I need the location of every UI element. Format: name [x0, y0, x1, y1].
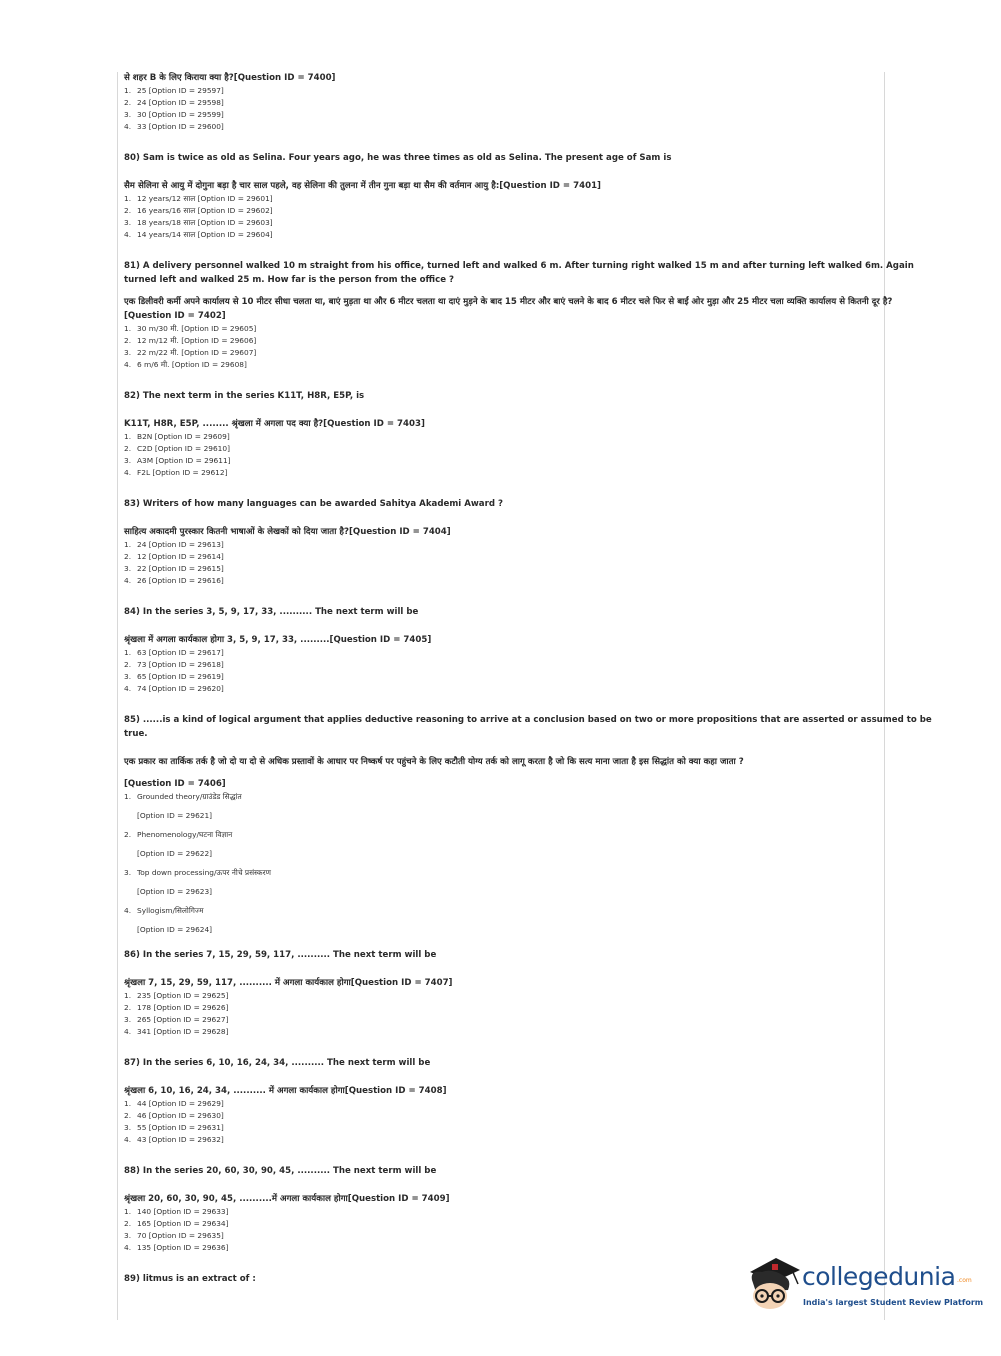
- option: 4. 33 [Option ID = 29600]: [124, 122, 224, 131]
- question-89-english: 89) litmus is an extract of :: [124, 1274, 256, 1284]
- option: 1. 140 [Option ID = 29633]: [124, 1207, 229, 1216]
- collegedunia-logo-dotcom: .com: [957, 1277, 972, 1284]
- option: 3. 265 [Option ID = 29627]: [124, 1015, 229, 1024]
- option: 4. 74 [Option ID = 29620]: [124, 684, 224, 693]
- question-84-hindi: श्रृंखला में अगला कार्यकाल होगा 3, 5, 9, 17, 33, .........[Question ID = 7405]: [124, 635, 432, 645]
- left-margin-rule: [117, 72, 118, 1320]
- option: 3. 18 years/18 साल [Option ID = 29603]: [124, 218, 273, 227]
- option: 1. 24 [Option ID = 29613]: [124, 540, 224, 549]
- option: 2. Phenomenology/घटना विज्ञान [Option ID = 29622]: [124, 830, 233, 858]
- option: 2. 24 [Option ID = 29598]: [124, 98, 224, 107]
- option: 4. 6 m/6 मी. [Option ID = 29608]: [124, 360, 247, 369]
- question-81-english: 81) A delivery personnel walked 10 m straight from his office, turned left and walked 6 m. After turning right walked 15 m and after turning left walked 6m. Again turned left and walked 25 m. How far is the person from the office ?: [124, 261, 914, 285]
- question-79-hindi: से शहर B के लिए किराया क्या है?[Question ID = 7400]: [124, 73, 336, 83]
- option: 4. 26 [Option ID = 29616]: [124, 576, 224, 585]
- question-85-id: [Question ID = 7406]: [124, 779, 226, 789]
- question-88-hindi: श्रृंखला 20, 60, 30, 90, 45, ..........में अगला कार्यकाल होगा[Question ID = 7409]: [124, 1194, 450, 1204]
- question-88-options: [124, 1206, 934, 1254]
- question-86-english: 86) In the series 7, 15, 29, 59, 117, .......... The next term will be: [124, 950, 437, 960]
- question-86-options: [124, 990, 934, 1038]
- question-85: [124, 713, 934, 936]
- question-80-hindi: सैम सेलिना से आयु में दोगुना बड़ा है चार साल पहले, वह सेलिना की तुलना में तीन गुना बड़ा था सैम की वर्तमान आयु है:[Question ID = 7401]: [124, 181, 601, 191]
- option: 4. 135 [Option ID = 29636]: [124, 1243, 229, 1252]
- question-82-hindi: K11T, H8R, E5P, ........ श्रृंखला में अगला पद क्या है?[Question ID = 7403]: [124, 419, 425, 429]
- question-80: [124, 151, 934, 241]
- question-80-english: 80) Sam is twice as old as Selina. Four years ago, he was three times as old as Selina. The present age of Sam is: [124, 153, 672, 163]
- option: 3. 55 [Option ID = 29631]: [124, 1123, 224, 1132]
- option: 4. 341 [Option ID = 29628]: [124, 1027, 229, 1036]
- option: 4. 43 [Option ID = 29632]: [124, 1135, 224, 1144]
- question-87: [124, 1056, 934, 1146]
- question-81-options: [124, 323, 934, 371]
- question-85-hindi: एक प्रकार का तार्किक तर्क है जो दो या दो से अधिक प्रस्तावों के आधार पर निष्कर्ष पर पहुंचने के लिए कटौती योग्य तर्क को लागू करता है जो कि सत्य माना जाता है इस सिद्धांत को क्या कहा जाता ?: [124, 757, 744, 767]
- option: 2. C2D [Option ID = 29610]: [124, 444, 230, 453]
- option: 1. 12 years/12 साल [Option ID = 29601]: [124, 194, 273, 203]
- question-85-english: 85) ......is a kind of logical argument that applies deductive reasoning to arrive at a conclusion based on two or more propositions that are asserted or assumed to be true.: [124, 715, 932, 739]
- option: 3. Top down processing/ऊपर नीचे प्रसंस्करण [Option ID = 29623]: [124, 868, 271, 896]
- option: 2. 12 m/12 मी. [Option ID = 29606]: [124, 336, 257, 345]
- option: 1. Grounded theory/ग्राउंडेड सिद्धांत [Option ID = 29621]: [124, 792, 242, 820]
- question-82: [124, 389, 934, 479]
- question-88-english: 88) In the series 20, 60, 30, 90, 45, .......... The next term will be: [124, 1166, 437, 1176]
- option: 2. 73 [Option ID = 29618]: [124, 660, 224, 669]
- option: 1. 44 [Option ID = 29629]: [124, 1099, 224, 1108]
- question-83-hindi: साहित्य अकादमी पुरस्कार कितनी भाषाओं के लेखकों को दिया जाता है?[Question ID = 7404]: [124, 527, 451, 537]
- collegedunia-tagline: India's largest Student Review Platform: [803, 1298, 984, 1307]
- option: 3. 22 m/22 मी. [Option ID = 29607]: [124, 348, 257, 357]
- option: 3. 65 [Option ID = 29619]: [124, 672, 224, 681]
- question-88: [124, 1164, 934, 1254]
- question-81: [124, 259, 934, 371]
- option: 2. 16 years/16 साल [Option ID = 29602]: [124, 206, 273, 215]
- collegedunia-logo-text: collegedunia: [802, 1262, 956, 1291]
- question-82-options: [124, 431, 934, 479]
- question-80-options: [124, 193, 934, 241]
- question-85-options: [124, 791, 934, 936]
- question-81-hindi: एक डिलीवरी कर्मी अपने कार्यालय से 10 मीटर सीधा चलता था, बाएं मुड़ता था और 6 मीटर चलता था दाएं मुड़ने के बाद 15 मीटर और बाएं चलने के बाद 6 मीटर चले फिर से बाईं ओर मुड़ा और 25 मीटर चला व्यक्ति कार्यालय से कितनी दूर है?[Question ID = 7402]: [124, 297, 893, 321]
- question-87-options: [124, 1098, 934, 1146]
- option: 1. 30 m/30 मी. [Option ID = 29605]: [124, 324, 257, 333]
- question-86: [124, 948, 934, 1038]
- question-79-options: [124, 85, 934, 133]
- question-84-english: 84) In the series 3, 5, 9, 17, 33, .......... The next term will be: [124, 607, 419, 617]
- option: 3. 70 [Option ID = 29635]: [124, 1231, 224, 1240]
- question-paper-content: [124, 71, 934, 1286]
- option: 2. 165 [Option ID = 29634]: [124, 1219, 229, 1228]
- option: 4. F2L [Option ID = 29612]: [124, 468, 228, 477]
- question-79: [124, 71, 934, 133]
- option: 3. A3M [Option ID = 29611]: [124, 456, 231, 465]
- option: 1. B2N [Option ID = 29609]: [124, 432, 230, 441]
- option: 4. Syllogism/सिलोगिज्म [Option ID = 29624]: [124, 906, 213, 934]
- question-87-english: 87) In the series 6, 10, 16, 24, 34, .......... The next term will be: [124, 1058, 431, 1068]
- question-83-options: [124, 539, 934, 587]
- option: 2. 12 [Option ID = 29614]: [124, 552, 224, 561]
- question-87-hindi: श्रृंखला 6, 10, 16, 24, 34, .......... में अगला कार्यकाल होगा[Question ID = 7408]: [124, 1086, 447, 1096]
- option: 1. 63 [Option ID = 29617]: [124, 648, 224, 657]
- question-83: [124, 497, 934, 587]
- option: 2. 178 [Option ID = 29626]: [124, 1003, 229, 1012]
- question-86-hindi: श्रृंखला 7, 15, 29, 59, 117, .......... में अगला कार्यकाल होगा[Question ID = 7407]: [124, 978, 453, 988]
- question-82-english: 82) The next term in the series K11T, H8R, E5P, is: [124, 391, 365, 401]
- question-84: [124, 605, 934, 695]
- option: 1. 25 [Option ID = 29597]: [124, 86, 224, 95]
- option: 4. 14 years/14 साल [Option ID = 29604]: [124, 230, 273, 239]
- option: 3. 22 [Option ID = 29615]: [124, 564, 224, 573]
- option: 3. 30 [Option ID = 29599]: [124, 110, 224, 119]
- question-83-english: 83) Writers of how many languages can be awarded Sahitya Akademi Award ?: [124, 499, 503, 509]
- question-84-options: [124, 647, 934, 695]
- option: 1. 235 [Option ID = 29625]: [124, 991, 229, 1000]
- option: 2. 46 [Option ID = 29630]: [124, 1111, 224, 1120]
